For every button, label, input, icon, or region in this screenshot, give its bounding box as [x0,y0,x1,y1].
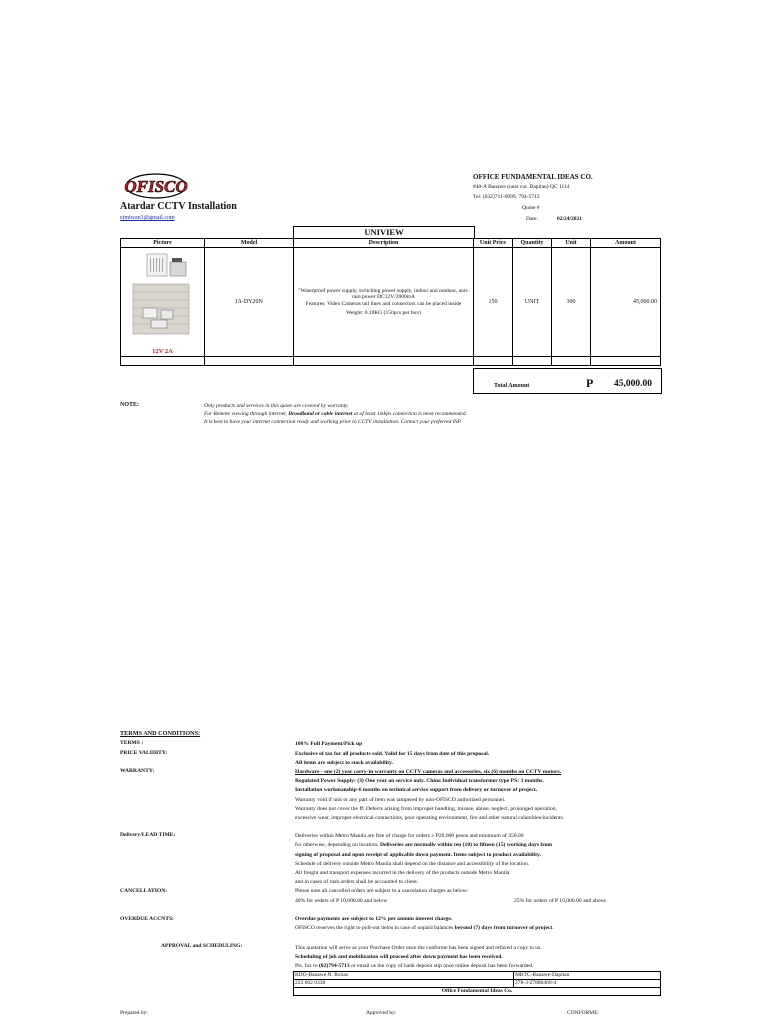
description-line-1: "Waterproof power supply, switching power supply, indoor and outdoor, anti-rain power DC12V/2000mA [298,287,469,300]
header-quantity: Quantity [513,239,552,248]
warranty-line-1: Hardware - one (2) year carry-in warranty on CCTV cameras and accessories, six (6) months on CCTV motors. [295,769,562,775]
overdue-line-2c: . [552,925,554,931]
note-line-3: It is best to have your internet connection ready and working prior to CCTV installation. Contact your preferred ISP. [204,419,462,425]
note-line-1: Only products and services in this quote are covered by warranty. [204,403,349,409]
overdue-line-2a: OFISCO reserves the right to pull-out items in case of unpaid balances [295,925,455,931]
terms-value: 100% Full Payment/Pick up [295,741,363,747]
table-row [294,972,661,980]
unit-price-cell: 150 [474,248,513,357]
note-label: NOTE: [120,402,140,408]
header-model: Model [205,239,294,248]
total-value: 45,000.00 [614,379,652,389]
warranty-line-2: Regulated Power Supply: (3) One year on service only. China Individual transformer type PS: 3 months. [295,778,544,784]
company-logo [124,172,188,200]
delivery-line-2 [295,841,552,849]
delivery-line-3: signing of proposal and upon receipt of applicable down payment. Items subject to product availability. [295,852,541,858]
project-title: Atardar CCTV Installation [120,201,237,212]
table-header-row [121,239,661,248]
cancellation-line-3: 25% for orders of P 10,000.00 and above. [514,898,608,904]
cancellation-label: CANCELLATION: [120,888,168,894]
empty-table-row [121,357,661,366]
overdue-line-1: Overdue payments are subject to 12% per annum interest charge. [295,916,453,922]
delivery-line-2a: for otherwise, depending on location. [295,842,380,848]
terms-heading: TERMS AND CONDITIONS: [120,730,201,737]
brand-header: UNIVIEW [293,226,475,238]
note-line-2a: For Remote viewing through internet, [204,411,289,417]
delivery-line-6: and in cases of rush orders shall be accounted to client. [295,879,419,885]
account-name: Office Fundamental Ideas Co. [294,988,661,996]
header-unit: Unit [552,239,591,248]
warranty-line-4: Warranty void if unit or any part of item was tampered by non-OFISCO authorized personnel. [295,797,506,803]
date-label: Date: [526,216,538,222]
note-line-2b: Broadband or cable internet [288,411,353,417]
approval-line-3c: or email us the copy of bank deposit slip once online deposit has been forwarded. [349,963,534,969]
delivery-label: Delivery/LEAD TIME: [120,832,176,838]
approved-by-label: Approved by: [366,1010,397,1016]
quantity-cell: UNIT [513,248,552,357]
prepared-by-label: Prepared by: [120,1010,148,1016]
currency-symbol: P [586,376,594,390]
company-tel: Tel: (632)711-0099, 794-5713 [473,194,540,200]
bank1-name: BDO-Banawe N. Roxas [294,972,514,980]
power-supply-image [121,250,205,346]
header-unit-price: Unit Price [474,239,513,248]
table-row [121,248,661,357]
approval-label: APPROVAL and SCHEDULING: [161,943,243,949]
warranty-line-5: Warranty does not cover the ff: Defects arising from improper handling, misuse, abuse, neglect, prolonged operation, [295,806,557,812]
amount-cell: 45,000.00 [591,248,661,357]
validity-line-2: All items are subject to stock availability. [295,760,393,766]
description-cell [294,248,474,357]
approval-line-3 [295,962,533,970]
note-line-2c: at of least 1mbps connection is most recommended. [352,411,467,417]
validity-line-1: Exclusive of tax for all products sold. Valid for 15 days from date of this proposal. [295,751,490,757]
header-picture: Picture [121,239,205,248]
delivery-line-4: Schedule of delivery outside Metro Manila shall depend on the distance and accessibility of the location. [295,861,530,867]
total-label: Total Amount [494,383,530,389]
approval-line-3b: (02)794-5713 [318,963,350,969]
picture-caption: 12V 2A [152,348,173,355]
warranty-line-6: excessive wear, improper electrical connections, poor operating environment, fire and other natural calamities/incidents. [295,815,565,821]
warranty-label: WARRANTY: [120,768,155,774]
warranty-line-3: Installation workmanship-6 months on technical service support from delivery or turnover of project. [295,787,538,793]
email-link[interactable]: ejmiwan1@gmail.com [120,215,175,221]
description-line-2: Features: Video Cameras tail lines and connectors can be placed inside [305,300,462,307]
quote-table [120,238,661,366]
header-description: Description [294,239,474,248]
quote-number-label: Quote # [522,205,540,211]
table-row [294,980,661,988]
date-value: 02/24/2021 [557,216,583,222]
delivery-line-5: All freight and transport expenses incurred in the delivery of the products outside Metro Manila [295,870,510,876]
header-amount: Amount [591,239,661,248]
description-line-3: Weight: 0.18KG (150pcs per box) [346,310,421,316]
unit-cell: 300 [552,248,591,357]
validity-label: PRICE VALIDITY: [120,750,168,756]
delivery-line-1: Deliveries within Metro Manila are free of charge for orders ≥ P20,000 pesos and minimum of 350.00 [295,833,524,839]
bank-table [293,971,661,996]
conforme-label: CONFORME: [567,1010,600,1016]
overdue-line-2 [295,924,554,932]
overdue-label: OVERDUE ACCNTS: [120,916,174,922]
product-picture-cell [121,248,205,357]
bank1-account: 223 002 0338 [294,980,514,988]
svg-text:OFISCO: OFISCO [124,177,188,196]
cancellation-line-1: Please note all cancelled orders are subject to a cancelation charges as below: [295,888,469,894]
terms-label: TERMS : [120,740,144,746]
cancellation-line-2: 40% for orders of P 10,000.00 and below [295,898,388,904]
approval-line-2: Scheduling of job and mobilization will proceed after down payment has been received. [295,954,503,960]
approval-line-1: This quotation will serve as your Purchase Order once the conforme has been signed and refaxed a copy to us. [295,945,542,951]
overdue-line-2b: beyond (7) days from turnover of project [454,925,553,931]
company-name: OFFICE FUNDAMENTAL IDEAS CO. [473,173,593,181]
delivery-line-2b: Deliveries are normally within ten (10) to fifteen (15) working days from [379,842,553,848]
company-address: #40-A Banawe (near cor. Dapitan) QC 1114 [473,184,570,190]
bank2-account: 278-3-27880469-4 [514,980,661,988]
model-cell: JA-DY20N [205,248,294,357]
approval-line-3a: Pls. fax to [295,963,319,969]
bank2-name: MBTC-Banawe-Dapitan [514,972,661,980]
note-line-2 [204,411,467,418]
table-row [294,988,661,996]
